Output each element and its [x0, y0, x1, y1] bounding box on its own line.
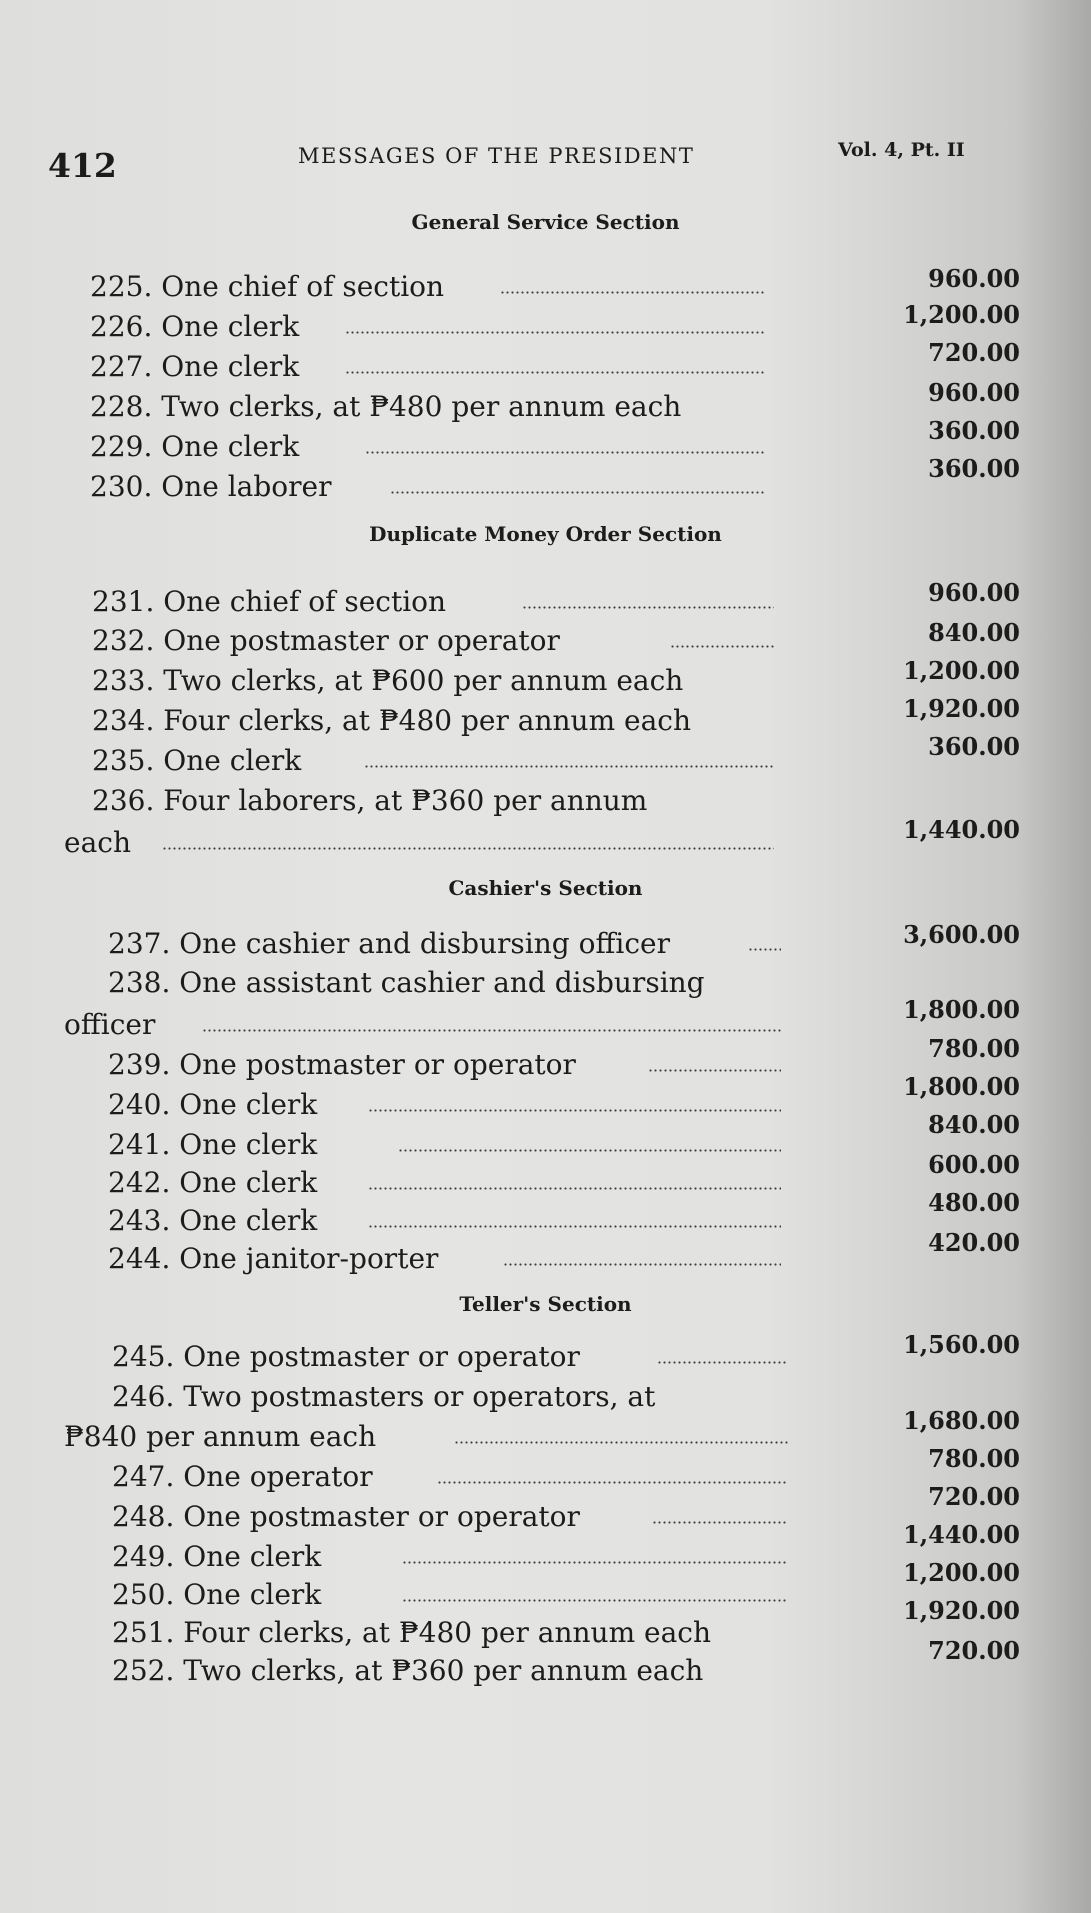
line-item [90, 390, 766, 426]
line-item [92, 704, 774, 740]
line-item [112, 1380, 788, 1416]
line-item [92, 664, 774, 700]
line-item [90, 430, 766, 466]
item-text: 241. One clerk [108, 1128, 318, 1161]
line-item [92, 585, 774, 621]
item-amount: 360.00 [928, 454, 1020, 483]
item-text: 243. One clerk [108, 1204, 318, 1237]
section-heading: Duplicate Money Order Section [369, 522, 722, 546]
dot-leader [522, 606, 774, 609]
line-item-continuation [64, 826, 774, 862]
dot-leader [748, 948, 781, 951]
item-text: 242. One clerk [108, 1166, 318, 1199]
item-amount: 1,920.00 [903, 1596, 1020, 1625]
item-amount: 1,680.00 [903, 1406, 1020, 1435]
line-item [112, 1654, 788, 1690]
line-item [108, 927, 781, 963]
item-text: 228. Two clerks, at ₱480 per annum each [90, 390, 682, 423]
item-text: 234. Four clerks, at ₱480 per annum each [92, 704, 692, 737]
dot-leader [368, 1187, 781, 1190]
dot-leader [345, 371, 766, 374]
dot-leader [500, 291, 766, 294]
item-text: officer [64, 1008, 156, 1041]
item-text: 240. One clerk [108, 1088, 318, 1121]
dot-leader [365, 451, 766, 454]
line-item [108, 1048, 781, 1084]
dot-leader [390, 491, 766, 494]
item-text: 250. One clerk [112, 1578, 322, 1611]
item-amount: 1,560.00 [903, 1330, 1020, 1359]
volume-label: Vol. 4, Pt. II [838, 139, 965, 161]
item-text: 245. One postmaster or operator [112, 1340, 580, 1373]
dot-leader [657, 1361, 788, 1364]
item-text: 231. One chief of section [92, 585, 447, 618]
line-item [112, 1578, 788, 1614]
line-item [112, 1460, 788, 1496]
item-amount: 960.00 [928, 578, 1020, 607]
section-heading: General Service Section [411, 210, 680, 234]
item-text: 226. One clerk [90, 310, 300, 343]
line-item [108, 1166, 781, 1202]
item-amount: 780.00 [928, 1034, 1020, 1063]
dot-leader [437, 1481, 788, 1484]
item-amount: 1,200.00 [903, 1558, 1020, 1587]
item-amount: 1,440.00 [903, 815, 1020, 844]
section-heading: Cashier's Section [448, 876, 643, 900]
line-item [112, 1540, 788, 1576]
dot-leader [648, 1069, 781, 1072]
item-amount: 960.00 [928, 264, 1020, 293]
dot-leader [503, 1263, 781, 1266]
line-item [108, 1088, 781, 1124]
item-amount: 720.00 [928, 338, 1020, 367]
running-title: MESSAGES OF THE PRESIDENT [298, 144, 695, 168]
item-text: 233. Two clerks, at ₱600 per annum each [92, 664, 684, 697]
item-amount: 780.00 [928, 1444, 1020, 1473]
line-item [108, 1128, 781, 1164]
item-text: 235. One clerk [92, 744, 302, 777]
item-text: 244. One janitor-porter [108, 1242, 439, 1275]
item-amount: 840.00 [928, 618, 1020, 647]
section-heading: Teller's Section [459, 1292, 632, 1316]
item-text: 249. One clerk [112, 1540, 322, 1573]
dot-leader [398, 1149, 781, 1152]
item-text: 238. One assistant cashier and disbursing [108, 966, 705, 999]
item-amount: 1,200.00 [903, 656, 1020, 685]
item-amount: 360.00 [928, 416, 1020, 445]
dot-leader [368, 1109, 781, 1112]
item-text: 247. One operator [112, 1460, 373, 1493]
item-text: ₱840 per annum each [64, 1420, 377, 1453]
item-text: 248. One postmaster or operator [112, 1500, 580, 1533]
dot-leader [402, 1561, 788, 1564]
line-item [90, 470, 766, 506]
dot-leader [364, 765, 774, 768]
item-text: 225. One chief of section [90, 270, 445, 303]
item-text: 230. One laborer [90, 470, 332, 503]
line-item [112, 1616, 788, 1652]
line-item [108, 1204, 781, 1240]
item-text: 229. One clerk [90, 430, 300, 463]
item-text: 246. Two postmasters or operators, at [112, 1380, 656, 1413]
item-text: 237. One cashier and disbursing officer [108, 927, 670, 960]
item-amount: 480.00 [928, 1188, 1020, 1217]
dot-leader [670, 645, 774, 648]
item-amount: 360.00 [928, 732, 1020, 761]
item-text: 251. Four clerks, at ₱480 per annum each [112, 1616, 712, 1649]
item-text: each [64, 826, 131, 859]
item-text: 227. One clerk [90, 350, 300, 383]
item-amount: 600.00 [928, 1150, 1020, 1179]
item-amount: 1,200.00 [903, 300, 1020, 329]
line-item [108, 966, 781, 1002]
dot-leader [345, 331, 766, 334]
line-item-continuation [64, 1420, 788, 1456]
line-item [108, 1242, 781, 1278]
line-item [112, 1500, 788, 1536]
line-item [90, 350, 766, 386]
dot-leader [652, 1521, 788, 1524]
item-amount: 720.00 [928, 1636, 1020, 1665]
page-number: 412 [48, 146, 117, 185]
item-amount: 3,600.00 [903, 920, 1020, 949]
dot-leader [454, 1441, 788, 1444]
item-amount: 1,920.00 [903, 694, 1020, 723]
dot-leader [368, 1225, 781, 1228]
item-text: 236. Four laborers, at ₱360 per annum [92, 784, 648, 817]
dot-leader [202, 1029, 781, 1032]
line-item [92, 624, 774, 660]
item-amount: 1,800.00 [903, 995, 1020, 1024]
item-amount: 720.00 [928, 1482, 1020, 1511]
item-text: 239. One postmaster or operator [108, 1048, 576, 1081]
item-amount: 420.00 [928, 1228, 1020, 1257]
item-amount: 1,800.00 [903, 1072, 1020, 1101]
item-amount: 840.00 [928, 1110, 1020, 1139]
dot-leader [402, 1599, 788, 1602]
line-item [90, 270, 766, 306]
line-item [112, 1340, 788, 1376]
item-amount: 960.00 [928, 378, 1020, 407]
line-item [92, 784, 774, 820]
item-text: 252. Two clerks, at ₱360 per annum each [112, 1654, 704, 1687]
dot-leader [162, 847, 774, 850]
line-item [90, 310, 766, 346]
item-amount: 1,440.00 [903, 1520, 1020, 1549]
item-text: 232. One postmaster or operator [92, 624, 560, 657]
line-item [92, 744, 774, 780]
line-item-continuation [64, 1008, 781, 1044]
